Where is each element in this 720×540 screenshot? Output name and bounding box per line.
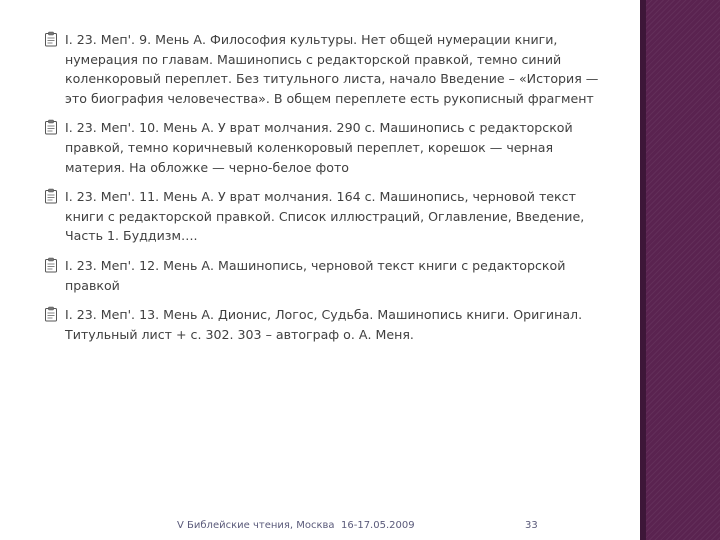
- list-item-text: I. 23. Меп'. 11. Мень А. У врат молчания. 164 с. Машинопись, черновой текст книги с редакторской правкой. Список иллюстраций, Оглавление, Введение, Часть 1. Буддизм….: [65, 189, 585, 244]
- footer-date: 16-17.05.2009: [341, 520, 415, 531]
- list-item: [44, 187, 614, 246]
- list-item-text: I. 23. Меп'. 10. Мень А. У врат молчания. 290 с. Машинопись с редакторской правкой, темно коричневый коленкоровый переплет, корешок — черная материя. На обложке — черно-белое фото: [65, 120, 573, 175]
- decorative-side-panel: [640, 0, 720, 540]
- list-item: [44, 256, 614, 295]
- list-item-text: I. 23. Меп'. 9. Мень А. Философия культуры. Нет общей нумерации книги, нумерация по главам. Машинопись с редакторской правкой, темно синий коленкоровый переплет. Без титульного листа, начало Введение – «История — это биография человечества». В общем переплете есть рукописный фрагмент: [65, 32, 599, 106]
- clipboard-icon: [44, 306, 58, 322]
- list-item: [44, 305, 614, 344]
- footer-conference: V Библейские чтения, Москва: [177, 520, 335, 531]
- side-panel-edge: [640, 0, 646, 540]
- list-item-text: I. 23. Меп'. 13. Мень А. Дионис, Логос, Судьба. Машинопись книги. Оригинал. Титульный лист + с. 302. 303 – автограф о. А. Меня.: [65, 307, 583, 342]
- list-item: [44, 30, 614, 108]
- list-item: [44, 118, 614, 177]
- list-item-text: I. 23. Меп'. 12. Мень А. Машинопись, черновой текст книги с редакторской правкой: [65, 257, 566, 293]
- clipboard-icon: [44, 257, 58, 273]
- clipboard-icon: [44, 31, 58, 47]
- bullet-list: [44, 30, 614, 354]
- clipboard-icon: [44, 188, 58, 204]
- page-number: 33: [525, 520, 538, 531]
- clipboard-icon: [44, 119, 58, 135]
